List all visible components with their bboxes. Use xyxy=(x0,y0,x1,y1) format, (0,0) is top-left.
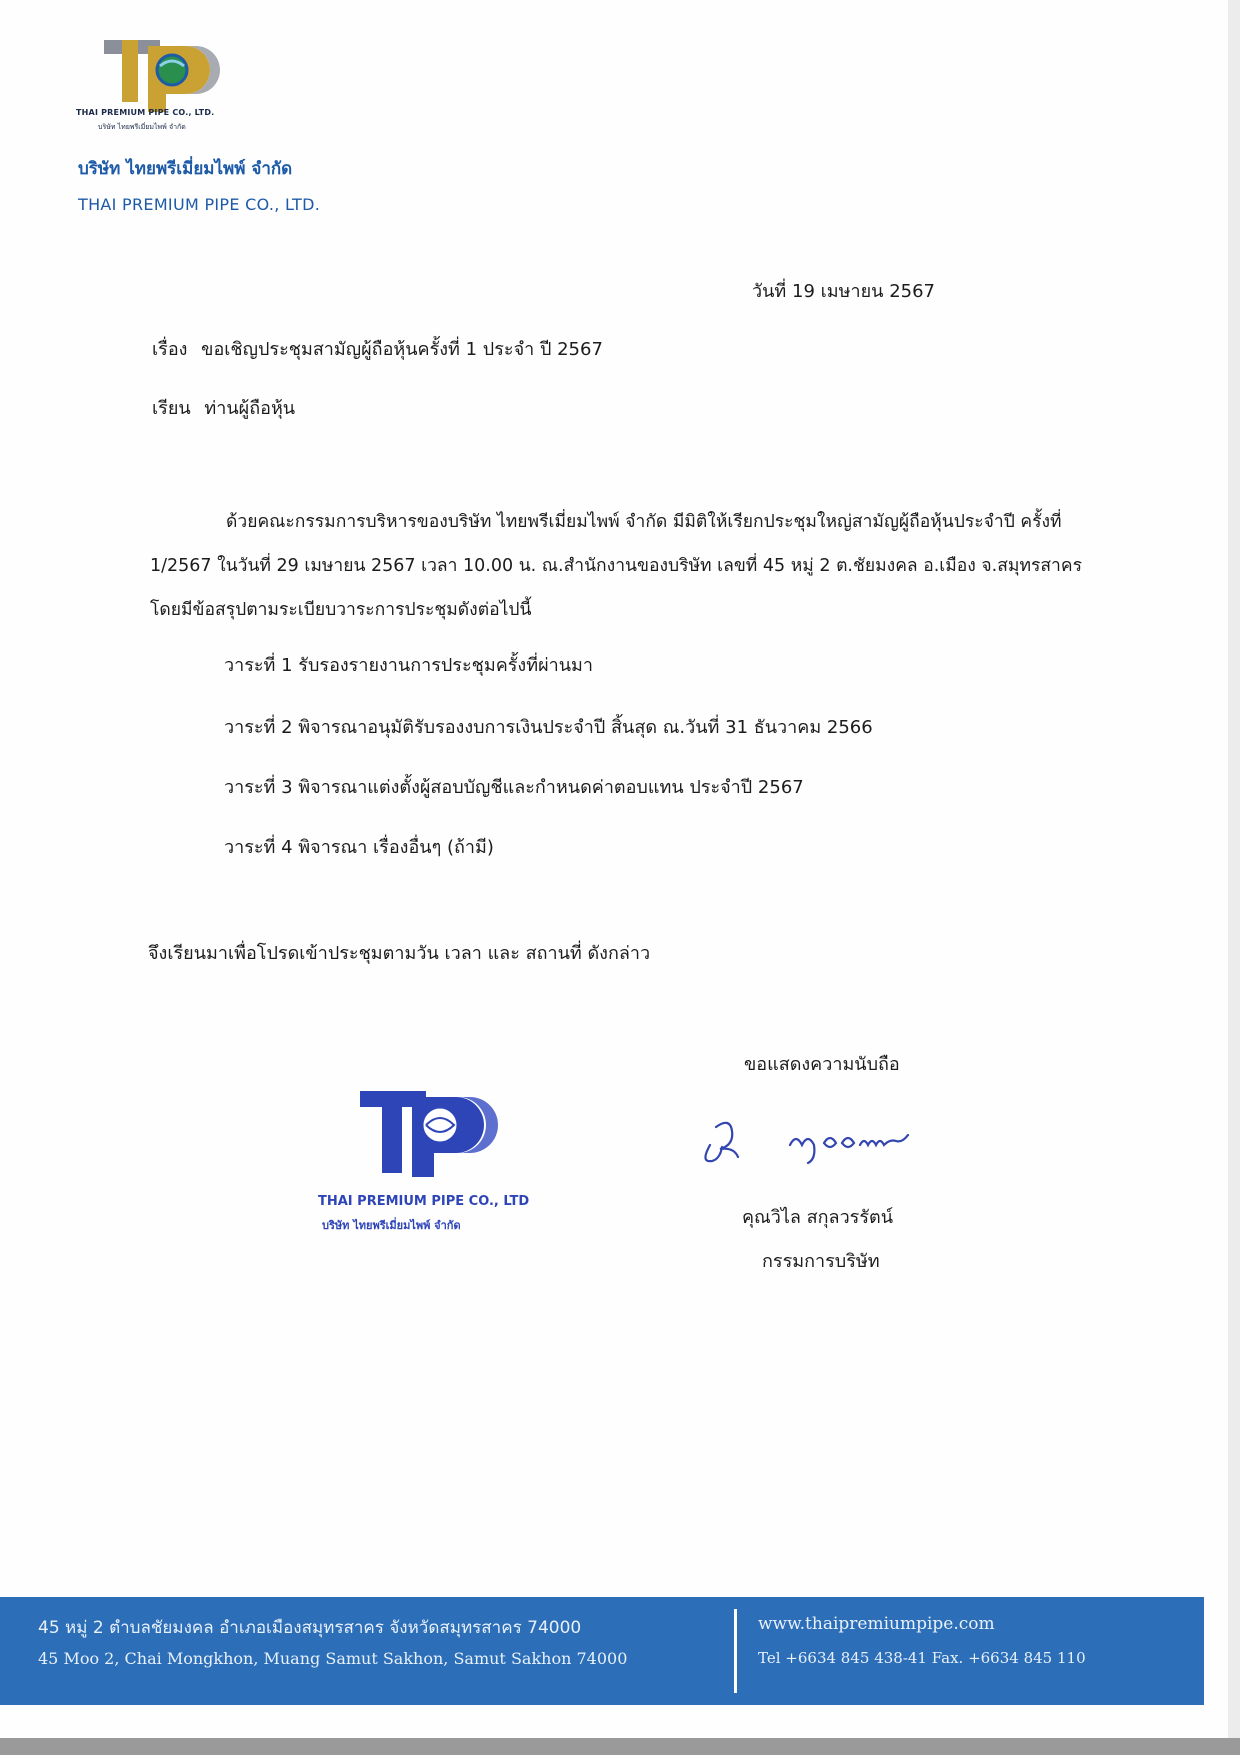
agenda-item: วาระที่ 4 พิจารณา เรื่องอื่นๆ (ถ้ามี) xyxy=(224,837,494,858)
footer-website: www.thaipremiumpipe.com xyxy=(758,1614,995,1634)
letter-date: วันที่ 19 เมษายน 2567 xyxy=(752,281,935,302)
agenda-item: วาระที่ 3 พิจารณาแต่งตั้งผู้สอบบัญชีและกำหนดค่าตอบแทน ประจำปี 2567 xyxy=(224,777,804,798)
footer-bar xyxy=(0,1597,1204,1705)
scan-edge-right xyxy=(1228,0,1240,1755)
body-paragraph: ด้วยคณะกรรมการบริหารของบริษัท ไทยพรีเมี่ยมไพพ์ จำกัด มีมิติให้เรียกประชุมใหญ่สามัญผู้ถือหุ้นประจำปี ครั้งที่ 1/2567 ในวันที่ 29 เมษายน 2567 เวลา 10.00 น. ณ.สำนักงานของบริษัท เลขที่ 45 หมู่ 2 ต.ชัยมงคล อ.เมือง จ.สมุทรสาคร โดยมีข้อสรุปตามระเบียบวาระการประชุมดังต่อไปนี้ xyxy=(150,512,1082,620)
company-stamp-icon xyxy=(354,1085,524,1185)
subject-text: ขอเชิญประชุมสามัญผู้ถือหุ้นครั้งที่ 1 ประจำ ปี 2567 xyxy=(201,339,603,360)
company-name-th: บริษัท ไทยพรีเมี่ยมไพพ์ จำกัด xyxy=(78,159,293,179)
subject-label: เรื่อง xyxy=(152,339,188,360)
closing-line: จึงเรียนมาเพื่อโปรดเข้าประชุมตามวัน เวลา และ สถานที่ ดังกล่าว xyxy=(148,943,651,964)
footer-phone-fax: Tel +6634 845 438-41 Fax. +6634 845 110 xyxy=(758,1649,1086,1667)
footer-address-th: 45 หมู่ 2 ตำบลชัยมงคล อำเภอเมืองสมุทรสาคร จังหวัดสมุทรสาคร 74000 xyxy=(38,1618,582,1638)
scan-edge-bottom xyxy=(0,1738,1240,1755)
agenda-item: วาระที่ 2 พิจารณาอนุมัติรับรองงบการเงินประจำปี สิ้นสุด ณ.วันที่ 31 ธันวาคม 2566 xyxy=(224,717,873,738)
stamp-name-en: THAI PREMIUM PIPE CO., LTD xyxy=(318,1194,530,1209)
regards-line: ขอแสดงความนับถือ xyxy=(744,1054,900,1075)
signer-name: คุณวิไล สกุลวรรัตน์ xyxy=(742,1207,894,1228)
recipient-label: เรียน xyxy=(152,398,191,419)
footer-divider xyxy=(734,1609,737,1693)
footer-address-en: 45 Moo 2, Chai Mongkhon, Muang Samut Sakhon, Samut Sakhon 74000 xyxy=(38,1649,628,1668)
signer-title: กรรมการบริษัท xyxy=(762,1251,880,1272)
agenda-item: วาระที่ 1 รับรองรายงานการประชุมครั้งที่ผ่านมา xyxy=(224,655,594,676)
recipient-text: ท่านผู้ถือหุ้น xyxy=(204,398,296,419)
signature-icon xyxy=(690,1105,980,1185)
company-logo-icon xyxy=(100,36,240,116)
logo-caption-th: บริษัท ไทยพรีเมี่ยมไพพ์ จำกัด xyxy=(98,123,186,131)
subject-line xyxy=(152,334,603,363)
recipient-line xyxy=(152,393,295,422)
company-name-en: THAI PREMIUM PIPE CO., LTD. xyxy=(78,195,321,214)
stamp-name-th: บริษัท ไทยพรีเมี่ยมไพพ์ จำกัด xyxy=(322,1219,461,1232)
logo-caption-en: THAI PREMIUM PIPE CO., LTD. xyxy=(76,108,215,117)
